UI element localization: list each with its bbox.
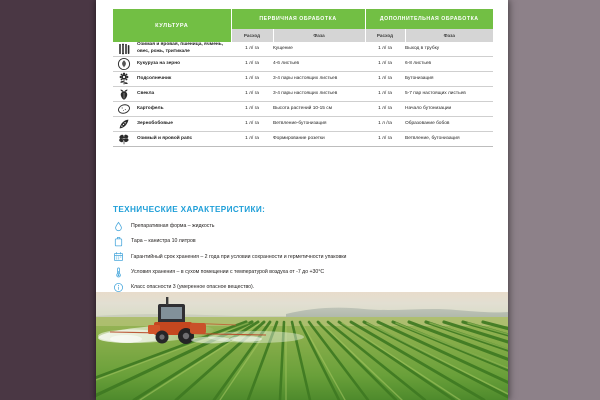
spec-item <box>113 236 495 247</box>
spec-text: Условия хранения – в сухом помещении с температурой воздуха от -7 до +30°С <box>131 268 325 275</box>
beet-icon <box>117 87 131 101</box>
pea-pod-icon <box>117 117 131 131</box>
additional-rate-cell: 1 л/ га <box>378 135 392 141</box>
primary-rate-cell: 1 л/ га <box>245 105 259 111</box>
spec-text: Тара – канистра 10 литров <box>131 238 196 245</box>
additional-rate-cell: 1 л /га <box>378 120 392 126</box>
additional-rate-cell: 1 л/ га <box>378 105 392 111</box>
corn-kernel-icon <box>117 57 131 71</box>
primary-rate-cell: 1 л/ га <box>245 135 259 141</box>
primary-phase-cell: 3-4 пары настоящих листьев <box>273 90 338 96</box>
potato-icon <box>117 102 131 116</box>
canister-icon <box>113 236 124 247</box>
spec-text: Препаративная форма – жидкость <box>131 223 215 230</box>
spec-item <box>113 267 495 278</box>
additional-phase-cell: Начало бутонизации <box>405 105 452 111</box>
primary-phase-cell: Ветвление-бутонизация <box>273 120 327 126</box>
header-culture: КУЛЬТУРА <box>113 9 231 42</box>
crop-name: Картофель <box>137 105 164 111</box>
additional-rate-cell: 1 л/ га <box>378 75 392 81</box>
header-additional-treatment: ДОПОЛНИТЕЛЬНАЯ ОБРАБОТКА <box>365 9 493 29</box>
additional-rate-cell: 1 л/ га <box>378 45 392 51</box>
crop-treatment-table <box>113 9 493 147</box>
header-additional-rate: Расход <box>365 29 405 42</box>
table-row <box>113 132 493 147</box>
primary-phase-cell: Формирование розетки <box>273 135 325 141</box>
calendar-icon <box>113 251 124 262</box>
table-row <box>113 102 493 117</box>
backdrop-left-panel <box>0 0 96 400</box>
header-primary-phase: Фаза <box>273 29 365 42</box>
crop-cell <box>113 132 231 147</box>
rapeseed-flower-icon <box>117 132 131 146</box>
additional-phase-cell: Ветвление, бутонизация <box>405 135 460 141</box>
additional-phase-cell: 5-7 пар настоящих листьев <box>405 90 466 96</box>
additional-rate-cell: 1 л/ га <box>378 90 392 96</box>
table-row <box>113 42 493 57</box>
product-flyer-page <box>96 0 508 400</box>
crop-cell <box>113 87 231 102</box>
primary-phase-cell: 4-6 листьев <box>273 60 300 66</box>
tech-section-title: ТЕХНИЧЕСКИЕ ХАРАКТЕРИСТИКИ: <box>113 205 266 214</box>
spec-text: Класс опасности 3 (умеренное опасное вещество). <box>131 284 255 290</box>
additional-rate-cell: 1 л/ га <box>378 60 392 66</box>
crop-name: Свекла <box>137 90 155 96</box>
additional-phase-cell: Бутонизация <box>405 75 434 81</box>
header-additional-phase: Фаза <box>405 29 493 42</box>
table-row <box>113 117 493 132</box>
primary-phase-cell: Высота растений 10-15 см <box>273 105 332 111</box>
primary-rate-cell: 1 л/ га <box>245 120 259 126</box>
primary-rate-cell: 1 л/ га <box>245 60 259 66</box>
crop-name: Подсолнечник <box>137 75 172 81</box>
spec-item <box>113 251 495 262</box>
sunflower-icon <box>117 72 131 86</box>
crop-cell <box>113 102 231 117</box>
table-row <box>113 72 493 87</box>
crop-cell <box>113 72 231 87</box>
primary-phase-cell: 3-4 пары настоящих листьев <box>273 75 338 81</box>
table-row <box>113 57 493 72</box>
droplet-icon <box>113 221 124 232</box>
crop-cell <box>113 117 231 132</box>
crop-table-body <box>113 42 493 147</box>
crop-name: Зернобобовые <box>137 120 173 126</box>
wheat-ears-icon <box>117 42 131 56</box>
primary-rate-cell: 1 л/ га <box>245 90 259 96</box>
crop-name: Кукуруза на зерно <box>137 60 181 66</box>
field-photo <box>96 292 508 400</box>
header-primary-treatment: ПЕРВИЧНАЯ ОБРАБОТКА <box>231 9 365 29</box>
spec-item <box>113 221 495 232</box>
table-header-row-top <box>113 9 493 29</box>
table-row <box>113 87 493 102</box>
crop-name: Озимая и яровая, пшеница, ячмень, овес, рожь, тритикале <box>137 42 224 54</box>
primary-rate-cell: 1 л/ га <box>245 75 259 81</box>
spec-text: Гарантийный срок хранения – 2 года при условии сохранности и герметичности упаковки <box>131 253 347 260</box>
primary-phase-cell: Кущение <box>273 45 293 51</box>
thermometer-icon <box>113 267 124 278</box>
crop-name: Озимый и яровой рапс <box>137 135 193 141</box>
crop-cell <box>113 57 231 72</box>
additional-phase-cell: Выход в трубку <box>405 45 440 51</box>
crop-cell <box>113 42 231 57</box>
technical-characteristics-section <box>113 205 495 297</box>
additional-phase-cell: 6-8 листьев <box>405 60 432 66</box>
primary-rate-cell: 1 л/ га <box>245 45 259 51</box>
header-primary-rate: Расход <box>231 29 273 42</box>
additional-phase-cell: Образование бобов <box>405 120 450 126</box>
